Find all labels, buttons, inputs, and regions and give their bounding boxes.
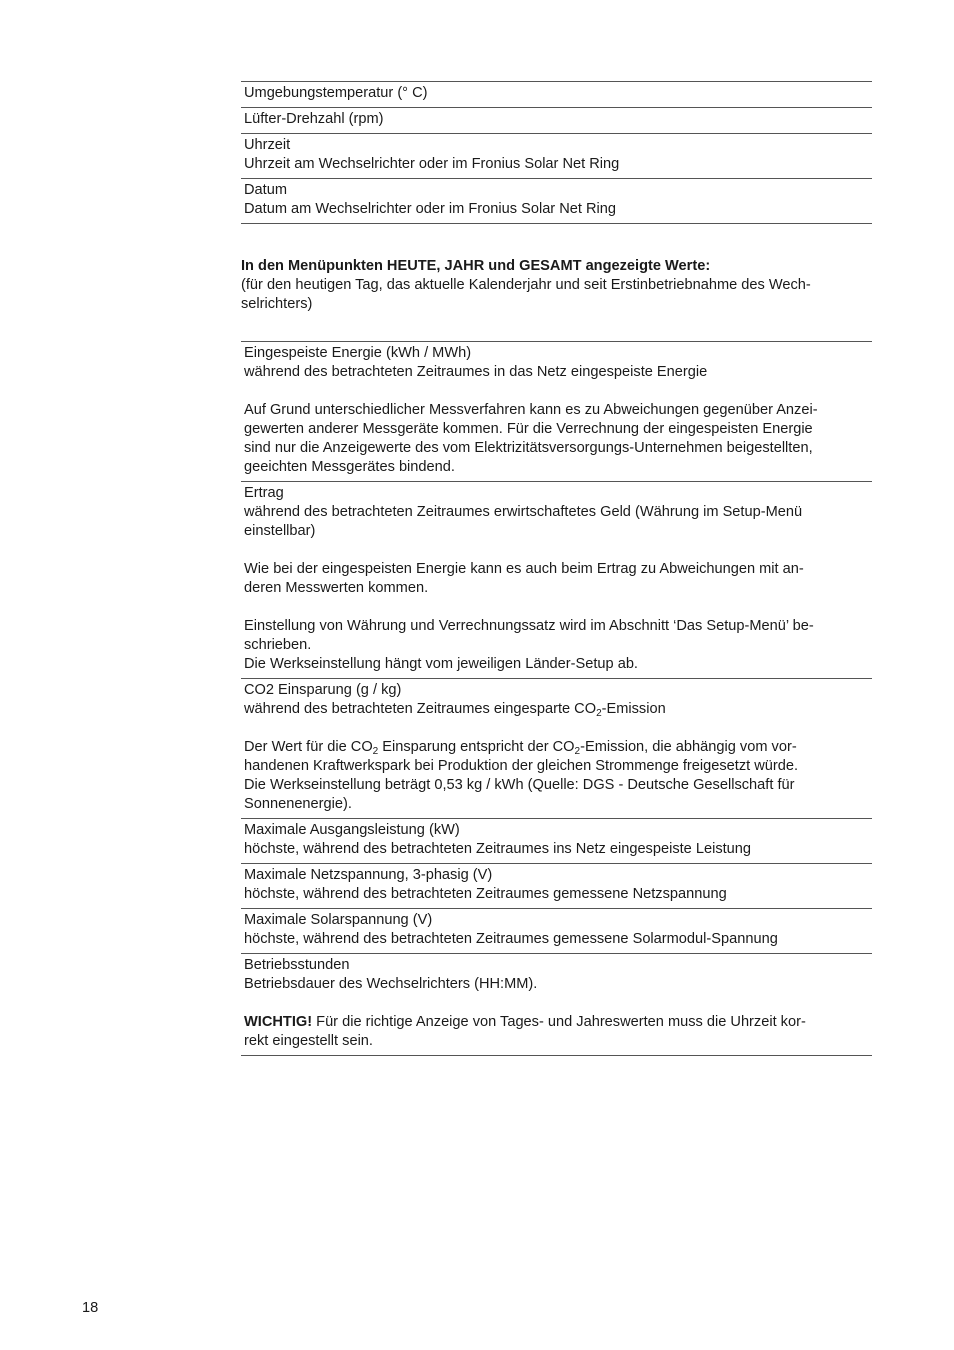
row-description: Betriebsdauer des Wechselrichters (HH:MM). <box>244 976 538 992</box>
table-row <box>241 108 872 134</box>
row-note-line: sind nur die Anzeigewerte des vom Elektrizitätsversorgungs-Unternehmen beigestellten, <box>244 440 813 456</box>
section-intro-line: selrichters) <box>241 296 313 312</box>
table-row-betriebsstunden <box>241 954 872 1056</box>
measurement-table-top <box>241 81 872 224</box>
row-note-line: Wie bei der eingespeisten Energie kann es auch beim Ertrag zu Abweichungen mit an- <box>244 561 804 577</box>
table-row-eingespeiste-energie <box>241 342 872 482</box>
section-heading: In den Menüpunkten HEUTE, JAHR und GESAMT angezeigte Werte: <box>241 258 711 274</box>
row-note-line: Auf Grund unterschiedlicher Messverfahren kann es zu Abweichungen gegenüber Anzei- <box>244 402 818 418</box>
section-intro <box>241 257 872 314</box>
row-label: Eingespeiste Energie (kWh / MWh) <box>244 345 472 361</box>
table-row <box>241 179 872 224</box>
row-label: Maximale Netzspannung, 3-phasig (V) <box>244 867 493 883</box>
row-note-line: Der Wert für die $CO_2$ Einsparung entspricht der $CO_2$-Emission, die abhängig vom vor- <box>244 739 797 757</box>
row-description: höchste, während des betrachteten Zeitraumes ins Netz eingespeiste Leistung <box>244 841 752 857</box>
table-row-co2-einsparung <box>241 679 872 819</box>
page-number: 18 <box>82 1300 99 1316</box>
table-row-max-ausgangsleistung <box>241 819 872 864</box>
row-label: Betriebsstunden <box>244 957 350 973</box>
row-description: höchste, während des betrachteten Zeitraumes gemessene Netzspannung <box>244 886 727 902</box>
row-label: CO2 Einsparung (g / kg) <box>244 682 402 698</box>
row-description: Uhrzeit am Wechselrichter oder im Fronius Solar Net Ring <box>244 156 620 172</box>
row-note-line: Die Werkseinstellung hängt vom jeweiligen Länder-Setup ab. <box>244 656 638 672</box>
important-label: WICHTIG! <box>244 1014 313 1030</box>
row-description: Datum am Wechselrichter oder im Fronius Solar Net Ring <box>244 201 616 217</box>
row-description: während des betrachteten Zeitraumes erwirtschaftetes Geld (Währung im Setup-Menü <box>244 504 803 520</box>
row-description: einstellbar) <box>244 523 316 539</box>
row-description: höchste, während des betrachteten Zeitraumes gemessene Solarmodul-Spannung <box>244 931 778 947</box>
table-row <box>241 134 872 179</box>
row-label: Maximale Ausgangsleistung (kW) <box>244 822 460 838</box>
row-label: Ertrag <box>244 485 284 501</box>
row-note-line: deren Messwerten kommen. <box>244 580 429 596</box>
row-label: Umgebungstemperatur (° C) <box>244 85 428 101</box>
table-row-max-netzspannung <box>241 864 872 909</box>
values-table <box>241 341 872 1056</box>
table-row <box>241 82 872 108</box>
row-note-line: handenen Kraftwerkspark bei Produktion der gleichen Strommenge freigesetzt würde. <box>244 758 799 774</box>
row-note-line: geeichten Messgerätes bindend. <box>244 459 455 475</box>
table-row-max-solarspannung <box>241 909 872 954</box>
row-description: während des betrachteten Zeitraumes eingesparte $CO_2$-Emission <box>244 701 666 719</box>
row-label: Maximale Solarspannung (V) <box>244 912 433 928</box>
row-label: Datum <box>244 182 287 198</box>
row-note-line: Einstellung von Währung und Verrechnungssatz wird im Abschnitt ‘Das Setup-Menü’ be- <box>244 618 814 634</box>
section-intro-line: (für den heutigen Tag, das aktuelle Kalenderjahr und seit Erstinbetriebnahme des Wech- <box>241 277 811 293</box>
row-note-line: Sonnenenergie). <box>244 796 352 812</box>
row-note-line: Die Werkseinstellung beträgt 0,53 kg / kWh (Quelle: DGS - Deutsche Gesellschaft für <box>244 777 795 793</box>
table-row-ertrag <box>241 482 872 679</box>
row-label: Lüfter-Drehzahl (rpm) <box>244 111 384 127</box>
important-note: WICHTIG! Für die richtige Anzeige von Tages- und Jahreswerten muss die Uhrzeit kor- <box>244 1014 806 1030</box>
row-note-line: gewerten anderer Messgeräte kommen. Für die Verrechnung der eingespeisten Energie <box>244 421 813 437</box>
row-description: während des betrachteten Zeitraumes in das Netz eingespeiste Energie <box>244 364 708 380</box>
row-note-line: schrieben. <box>244 637 312 653</box>
important-note-continued: rekt eingestellt sein. <box>244 1033 373 1049</box>
row-label: Uhrzeit <box>244 137 291 153</box>
